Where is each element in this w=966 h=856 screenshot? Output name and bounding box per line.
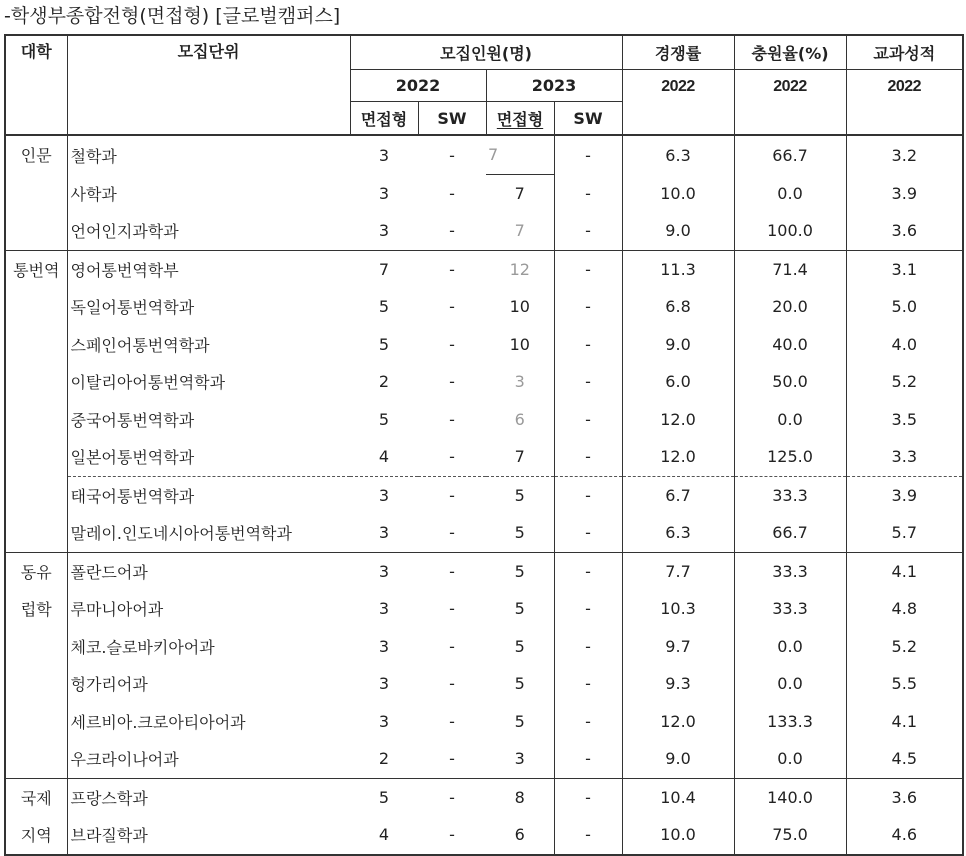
header-quota: 모집인원(명) bbox=[350, 35, 622, 70]
quota-2022-interview-cell: 5 bbox=[378, 409, 390, 429]
dept-cell: 스페인어통번역학과 bbox=[67, 326, 350, 364]
quota-2023-sw-cell: - bbox=[554, 174, 622, 212]
quota-2022-sw-cell: - bbox=[449, 636, 455, 656]
table-row bbox=[5, 514, 963, 552]
competition-cell: 9.0 bbox=[622, 740, 734, 778]
quota-2022-interview-cell: 3 bbox=[378, 183, 390, 203]
dept-cell: 중국어통번역학과 bbox=[67, 401, 350, 439]
table-row bbox=[5, 174, 963, 212]
quota-2023-sw-cell: - bbox=[554, 628, 622, 666]
dept-cell: 프랑스학과 bbox=[67, 778, 350, 816]
college-cell: 동유 럽학 bbox=[5, 552, 67, 778]
quota-2022-sw-cell: - bbox=[449, 334, 455, 354]
quota-2022-sw-cell: - bbox=[449, 674, 455, 694]
fill-rate-cell: 0.0 bbox=[734, 665, 846, 703]
fill-rate-cell: 33.3 bbox=[734, 552, 846, 590]
dept-cell: 헝가리어과 bbox=[67, 665, 350, 703]
competition-cell: 9.3 bbox=[622, 665, 734, 703]
competition-cell: 12.0 bbox=[622, 401, 734, 439]
quota-2023-interview-cell: 5 bbox=[514, 711, 525, 731]
grade-cell: 5.2 bbox=[846, 628, 963, 666]
quota-2022-sw-cell: - bbox=[449, 372, 455, 392]
quota-2023-interview-cell: 6 bbox=[514, 825, 525, 845]
quota-2022-interview-cell: 3 bbox=[378, 599, 390, 619]
quota-2023-sw-cell: - bbox=[554, 326, 622, 364]
fill-rate-cell: 40.0 bbox=[734, 326, 846, 364]
dept-cell: 일본어통번역학과 bbox=[67, 438, 350, 476]
dept-cell: 말레이.인도네시아어통번역학과 bbox=[67, 514, 350, 552]
table-row bbox=[5, 250, 963, 288]
college-cell: 통번역 bbox=[5, 250, 67, 552]
dept-cell: 우크라이나어과 bbox=[67, 740, 350, 778]
quota-2023-sw-cell: - bbox=[554, 250, 622, 288]
competition-cell: 6.7 bbox=[622, 476, 734, 514]
dept-cell: 폴란드어과 bbox=[67, 552, 350, 590]
quota-2022-sw-cell: - bbox=[449, 297, 455, 317]
quota-2023-interview-cell: 5 bbox=[514, 561, 525, 581]
fill-rate-cell: 0.0 bbox=[734, 174, 846, 212]
header-grades: 교과성적 bbox=[846, 35, 963, 70]
competition-cell: 9.7 bbox=[622, 628, 734, 666]
quota-2022-interview-cell: 4 bbox=[350, 438, 418, 476]
table-row bbox=[5, 665, 963, 703]
quota-2023-sw-cell: - bbox=[554, 363, 622, 401]
quota-2023-sw-cell: - bbox=[554, 552, 622, 590]
fill-rate-cell: 75.0 bbox=[734, 816, 846, 855]
competition-cell: 12.0 bbox=[622, 438, 734, 476]
quota-2022-sw-cell: - bbox=[449, 485, 455, 505]
quota-2022-sw-cell: - bbox=[418, 438, 486, 476]
table-row bbox=[5, 212, 963, 250]
quota-2023-interview-cell: 10 bbox=[509, 334, 530, 354]
quota-2022-interview-cell: 3 bbox=[378, 485, 390, 505]
page-title: -학생부종합전형(면접형) [글로벌캠퍼스] bbox=[4, 5, 341, 27]
table-row bbox=[5, 288, 963, 326]
quota-2022-sw-cell: - bbox=[449, 825, 455, 845]
grade-cell: 4.1 bbox=[846, 703, 963, 741]
grade-cell: 4.8 bbox=[846, 590, 963, 628]
dept-cell: 독일어통번역학과 bbox=[67, 288, 350, 326]
quota-2023-interview-cell: 3 bbox=[486, 740, 554, 778]
header-fill-rate-year: 2022 bbox=[734, 70, 846, 136]
quota-2023-sw-cell: - bbox=[554, 590, 622, 628]
table-row bbox=[5, 628, 963, 666]
competition-cell: 7.7 bbox=[622, 552, 734, 590]
quota-2022-interview-cell: 2 bbox=[378, 372, 390, 392]
quota-2022-sw-cell: - bbox=[449, 561, 455, 581]
quota-2022-sw-cell: - bbox=[449, 145, 455, 165]
header-grades-year: 2022 bbox=[846, 70, 963, 136]
competition-cell: 9.0 bbox=[622, 326, 734, 364]
quota-2023-sw-cell: - bbox=[554, 703, 622, 741]
quota-2023-interview-cell: 7 bbox=[486, 174, 554, 212]
header-2022-interview: 면접형 bbox=[350, 102, 418, 136]
admission-table bbox=[4, 34, 964, 856]
dept-cell: 루마니아어과 bbox=[67, 590, 350, 628]
table-row bbox=[5, 363, 963, 401]
grade-cell: 5.7 bbox=[846, 514, 963, 552]
dept-cell: 태국어통번역학과 bbox=[67, 476, 350, 514]
competition-cell: 9.0 bbox=[622, 212, 734, 250]
quota-2023-interview-cell: 5 bbox=[514, 674, 525, 694]
competition-cell: 10.0 bbox=[622, 174, 734, 212]
quota-2022-sw-cell: - bbox=[449, 183, 455, 203]
grade-cell: 5.2 bbox=[846, 363, 963, 401]
grade-cell: 3.1 bbox=[846, 250, 963, 288]
fill-rate-cell: 0.0 bbox=[734, 401, 846, 439]
fill-rate-cell: 33.3 bbox=[734, 476, 846, 514]
table-row bbox=[5, 476, 963, 514]
competition-cell: 12.0 bbox=[622, 703, 734, 741]
quota-2023-sw-cell: - bbox=[554, 740, 622, 778]
dept-cell: 세르비아.크로아티아어과 bbox=[67, 703, 350, 741]
quota-2023-sw-cell: - bbox=[554, 514, 622, 552]
fill-rate-cell: 66.7 bbox=[734, 514, 846, 552]
quota-2022-interview-cell: 4 bbox=[378, 825, 390, 845]
quota-2023-interview-cell: 7 bbox=[486, 135, 554, 174]
quota-2023-interview-cell: 8 bbox=[514, 787, 525, 807]
quota-2023-interview-cell: 7 bbox=[486, 212, 554, 250]
competition-cell: 10.3 bbox=[622, 590, 734, 628]
quota-2023-interview-cell: 3 bbox=[514, 372, 525, 392]
table-row bbox=[5, 438, 963, 476]
quota-2023-sw-cell: - bbox=[554, 212, 622, 250]
quota-2023-sw-cell: - bbox=[554, 438, 622, 476]
header-2022-sw: SW bbox=[418, 102, 486, 136]
quota-2023-interview-cell: 7 bbox=[486, 438, 554, 476]
dept-cell: 영어통번역학부 bbox=[67, 250, 350, 288]
college-cell: 국제 지역 bbox=[5, 778, 67, 855]
fill-rate-cell: 0.0 bbox=[734, 628, 846, 666]
quota-2022-interview-cell: 3 bbox=[378, 674, 390, 694]
header-2023-interview-label: 면접형 bbox=[496, 109, 544, 129]
table-row bbox=[5, 135, 963, 174]
competition-cell: 6.0 bbox=[622, 363, 734, 401]
grade-cell: 3.9 bbox=[846, 476, 963, 514]
quota-2022-interview-cell: 5 bbox=[378, 334, 390, 354]
quota-2022-interview-cell: 2 bbox=[350, 740, 418, 778]
dept-cell: 체코.슬로바키아어과 bbox=[67, 628, 350, 666]
table-body bbox=[5, 135, 963, 855]
grade-cell: 4.5 bbox=[846, 740, 963, 778]
table-row bbox=[5, 326, 963, 364]
fill-rate-cell: 50.0 bbox=[734, 363, 846, 401]
dept-cell: 언어인지과학과 bbox=[67, 212, 350, 250]
competition-cell: 10.4 bbox=[622, 778, 734, 816]
header-2023-interview bbox=[486, 102, 554, 136]
grade-cell: 3.3 bbox=[846, 438, 963, 476]
quota-2023-sw-cell: - bbox=[554, 665, 622, 703]
dept-cell: 사학과 bbox=[67, 174, 350, 212]
table-row bbox=[5, 816, 963, 855]
quota-2023-interview-cell: 5 bbox=[486, 514, 554, 552]
quota-2022-sw-cell: - bbox=[418, 740, 486, 778]
dept-cell: 브라질학과 bbox=[67, 816, 350, 855]
fill-rate-cell: 33.3 bbox=[734, 590, 846, 628]
fill-rate-cell: 133.3 bbox=[734, 703, 846, 741]
dept-cell: 철학과 bbox=[67, 135, 350, 174]
fill-rate-cell: 100.0 bbox=[734, 212, 846, 250]
competition-cell: 6.3 bbox=[622, 514, 734, 552]
grade-cell: 5.5 bbox=[846, 665, 963, 703]
header-2023-sw: SW bbox=[554, 102, 622, 136]
quota-2022-sw-cell: - bbox=[449, 259, 455, 279]
quota-2022-interview-cell: 5 bbox=[378, 297, 390, 317]
header-competition-year: 2022 bbox=[622, 70, 734, 136]
table-row bbox=[5, 703, 963, 741]
grade-cell: 4.6 bbox=[846, 816, 963, 855]
competition-cell: 6.8 bbox=[622, 288, 734, 326]
header-college: 대학 bbox=[5, 35, 67, 135]
fill-rate-cell: 20.0 bbox=[734, 288, 846, 326]
quota-2022-interview-cell: 3 bbox=[378, 145, 390, 165]
grade-cell: 5.0 bbox=[846, 288, 963, 326]
fill-rate-cell: 140.0 bbox=[734, 778, 846, 816]
quota-2022-interview-cell: 3 bbox=[378, 561, 390, 581]
quota-2022-sw-cell: - bbox=[449, 711, 455, 731]
competition-cell: 11.3 bbox=[622, 250, 734, 288]
grade-cell: 3.6 bbox=[846, 778, 963, 816]
quota-2022-interview-cell: 7 bbox=[378, 259, 390, 279]
quota-2022-sw-cell: - bbox=[418, 514, 486, 552]
fill-rate-cell: 71.4 bbox=[734, 250, 846, 288]
quota-2023-interview-cell: 10 bbox=[509, 297, 530, 317]
table-row bbox=[5, 778, 963, 816]
grade-cell: 3.6 bbox=[846, 212, 963, 250]
quota-2022-sw-cell: - bbox=[449, 599, 455, 619]
header-quota-2023: 2023 bbox=[486, 70, 622, 102]
quota-2023-interview-cell: 12 bbox=[509, 259, 530, 279]
grade-cell: 3.2 bbox=[846, 135, 963, 174]
quota-2023-sw-cell: - bbox=[554, 401, 622, 439]
table-row bbox=[5, 590, 963, 628]
quota-2022-interview-cell: 3 bbox=[350, 212, 418, 250]
table-row bbox=[5, 740, 963, 778]
quota-2022-interview-cell: 5 bbox=[378, 787, 390, 807]
quota-2022-interview-cell: 3 bbox=[350, 514, 418, 552]
college-cell: 인문 bbox=[5, 135, 67, 250]
quota-2023-interview-cell: 6 bbox=[514, 409, 525, 429]
grade-cell: 3.9 bbox=[846, 174, 963, 212]
quota-2022-sw-cell: - bbox=[449, 409, 455, 429]
quota-2022-sw-cell: - bbox=[449, 787, 455, 807]
grade-cell: 3.5 bbox=[846, 401, 963, 439]
quota-2023-sw-cell: - bbox=[554, 476, 622, 514]
dept-cell: 이탈리아어통번역학과 bbox=[67, 363, 350, 401]
competition-cell: 10.0 bbox=[622, 816, 734, 855]
header-competition: 경쟁률 bbox=[622, 35, 734, 70]
grade-cell: 4.0 bbox=[846, 326, 963, 364]
fill-rate-cell: 0.0 bbox=[734, 740, 846, 778]
fill-rate-cell: 125.0 bbox=[734, 438, 846, 476]
quota-2023-interview-cell: 5 bbox=[514, 599, 525, 619]
table-row bbox=[5, 552, 963, 590]
grade-cell: 4.1 bbox=[846, 552, 963, 590]
quota-2022-interview-cell: 3 bbox=[378, 636, 390, 656]
fill-rate-cell: 66.7 bbox=[734, 135, 846, 174]
header-quota-2022: 2022 bbox=[350, 70, 486, 102]
table-row bbox=[5, 401, 963, 439]
quota-2022-interview-cell: 3 bbox=[378, 711, 390, 731]
quota-2023-sw-cell: - bbox=[554, 816, 622, 855]
quota-2022-sw-cell: - bbox=[418, 212, 486, 250]
competition-cell: 6.3 bbox=[622, 135, 734, 174]
header-fill-rate: 충원율(%) bbox=[734, 35, 846, 70]
quota-2023-sw-cell: - bbox=[554, 778, 622, 816]
quota-2023-sw-cell: - bbox=[554, 135, 622, 174]
quota-2023-sw-cell: - bbox=[554, 288, 622, 326]
header-unit: 모집단위 bbox=[67, 35, 350, 135]
quota-2023-interview-cell: 5 bbox=[514, 485, 525, 505]
quota-2023-interview-cell: 5 bbox=[514, 636, 525, 656]
